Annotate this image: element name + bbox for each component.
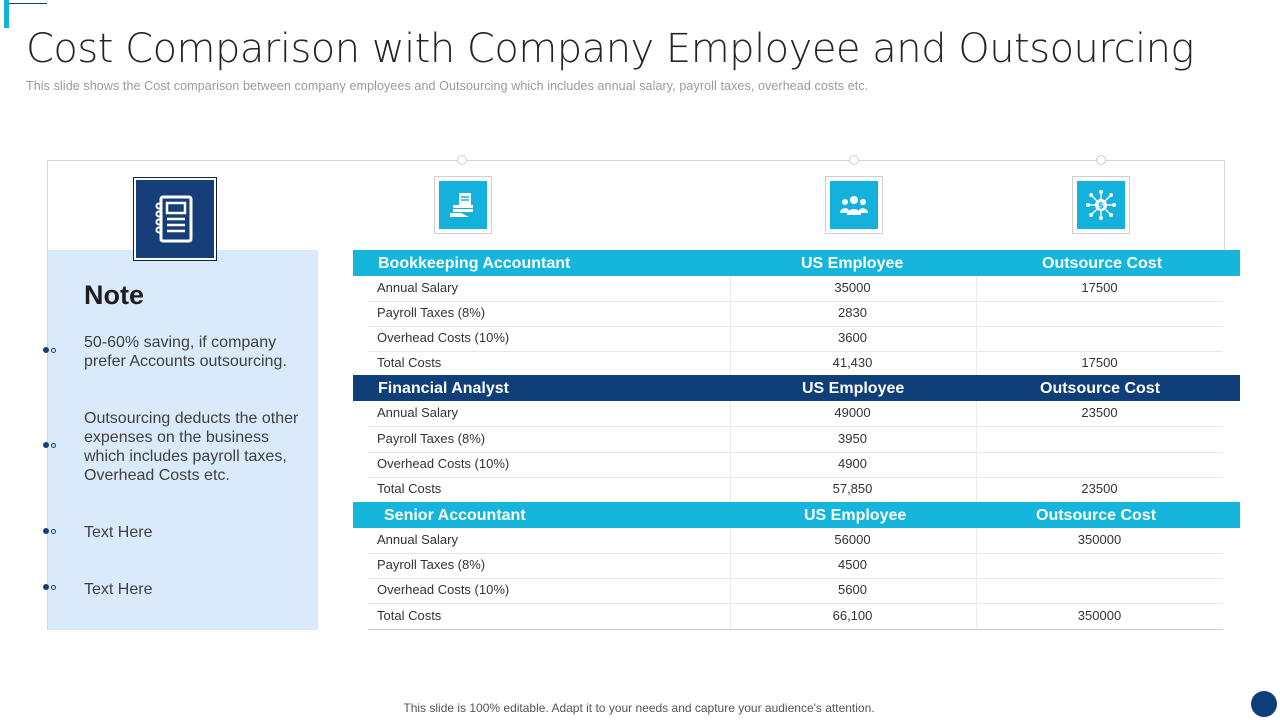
outsource-cost-header: Outsource Cost: [1042, 255, 1163, 272]
note-item: Outsourcing deducts the other expenses on the business which includes payroll taxes, Overhead Costs etc.: [84, 410, 299, 484]
footer-note: [0, 701, 1280, 715]
money-network-icon: [1072, 176, 1130, 234]
table-row: [368, 326, 1223, 352]
outsource-cost-header: Outsource Cost: [1036, 507, 1157, 524]
outsource-cost-header: Outsource Cost: [1040, 380, 1161, 397]
cost-label: Total Costs: [377, 481, 442, 496]
slide-subtitle: This slide shows the Cost comparison between company employees and Outsourcing which includes annual salary, payroll taxes, overhead costs etc.: [26, 79, 869, 93]
table-row-total: [368, 351, 1223, 377]
table-row: [368, 452, 1223, 478]
cost-label: Overhead Costs (10%): [377, 582, 510, 597]
table-row: [368, 578, 1223, 604]
table-row: [368, 427, 1223, 453]
bullet-icon: [43, 347, 56, 353]
outsource-value: 17500: [1081, 355, 1118, 370]
us-employee-value: 35000: [834, 280, 871, 295]
role-label: Bookkeeping Accountant: [378, 255, 571, 272]
note-item: 50-60% saving, if company prefer Accounts outsourcing.: [84, 334, 287, 370]
us-employee-value: 56000: [834, 532, 871, 547]
slide-title: Cost Comparison with Company Employee and Outsourcing: [26, 26, 1194, 72]
connector-knob: [1096, 155, 1106, 165]
outsource-value: 23500: [1081, 481, 1118, 496]
bullet-icon: [43, 442, 56, 448]
cost-label: Total Costs: [377, 355, 442, 370]
outsource-value: 17500: [1081, 280, 1118, 295]
outsource-value: 350000: [1077, 532, 1122, 547]
table-row: [368, 276, 1223, 302]
us-employee-value: 41,430: [832, 355, 873, 370]
note-item: Text Here: [84, 524, 153, 541]
us-employee-value: 2830: [838, 305, 867, 320]
section-header-senior-accountant: [353, 502, 1240, 528]
us-employee-value: 5600: [838, 582, 867, 597]
corner-accent-line: [9, 3, 47, 4]
table-row-total: [368, 477, 1223, 503]
connector-knob: [849, 155, 859, 165]
us-employee-header: US Employee: [804, 507, 907, 524]
cost-label: Annual Salary: [377, 405, 458, 420]
us-employee-value: 3600: [838, 330, 867, 345]
cost-label: Payroll Taxes (8%): [377, 431, 486, 446]
page-indicator-dot: [1251, 691, 1277, 717]
table-row: [368, 301, 1223, 327]
footer-text: This slide is 100% editable. Adapt it to your needs and capture your audience's attention.: [403, 701, 875, 715]
corner-accent-bar: [4, 0, 9, 28]
outsource-value: 23500: [1081, 405, 1118, 420]
role-label: Senior Accountant: [384, 507, 526, 524]
us-employee-header: US Employee: [802, 380, 905, 397]
us-employee-value: 57,850: [832, 481, 873, 496]
cost-label: Overhead Costs (10%): [377, 456, 510, 471]
table-row: [368, 553, 1223, 579]
table-row-total: [368, 604, 1223, 630]
money-stack-icon: [434, 176, 492, 234]
us-employee-value: 4900: [838, 456, 867, 471]
notebook-icon: [133, 177, 217, 261]
cost-label: Annual Salary: [377, 280, 458, 295]
connector-frame: [47, 160, 1225, 251]
us-employee-value: 4500: [838, 557, 867, 572]
us-employee-value: 49000: [834, 405, 871, 420]
role-label: Financial Analyst: [378, 380, 509, 397]
us-employee-value: 66,100: [832, 608, 873, 623]
svg-text:$: $: [1097, 201, 1105, 212]
table-row: [368, 528, 1223, 554]
bullet-icon: [43, 584, 56, 590]
table-row: [368, 401, 1223, 427]
outsource-value: 350000: [1077, 608, 1122, 623]
cost-label: Annual Salary: [377, 532, 458, 547]
cost-label: Total Costs: [377, 608, 442, 623]
cost-label: Payroll Taxes (8%): [377, 557, 486, 572]
cost-label: Payroll Taxes (8%): [377, 305, 486, 320]
us-employee-value: 3950: [838, 431, 867, 446]
team-icon: [825, 176, 883, 234]
section-header-financial-analyst: [353, 375, 1240, 401]
us-employee-header: US Employee: [801, 255, 904, 272]
note-title: Note: [84, 280, 144, 310]
connector-knob: [457, 155, 467, 165]
cost-label: Overhead Costs (10%): [377, 330, 510, 345]
note-item: Text Here: [84, 581, 153, 598]
bullet-icon: [43, 528, 56, 534]
section-header-bookkeeping: [353, 250, 1240, 276]
